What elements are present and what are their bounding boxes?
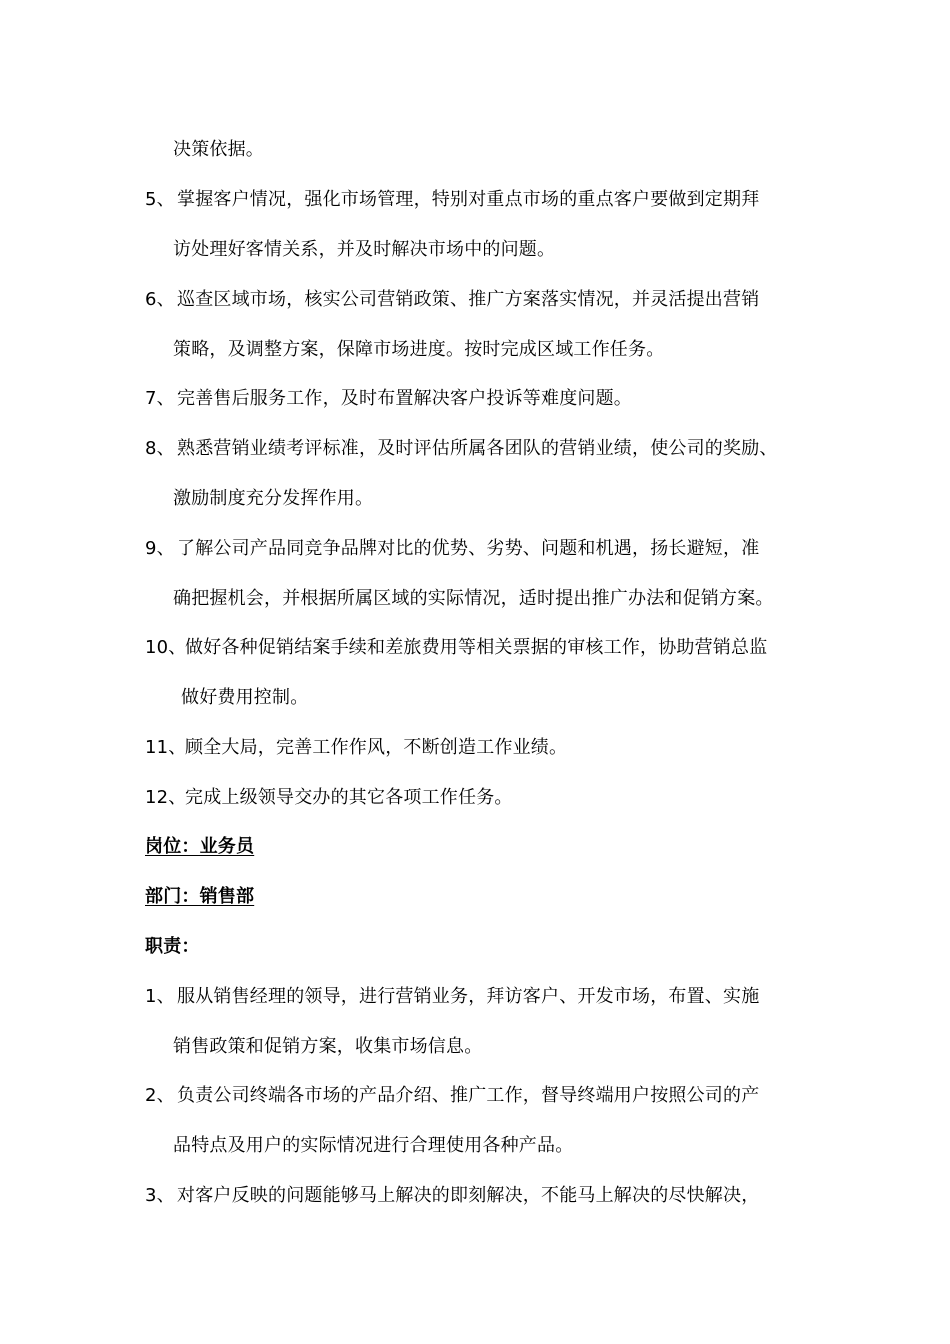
list-item-5: 5、 掌握客户情况，强化市场管理，特别对重点市场的重点客户要做到定期拜 xyxy=(145,189,760,210)
duty-item-3: 3、 对客户反映的问题能够马上解决的即刻解决，不能马上解决的尽快解决， xyxy=(145,1185,760,1206)
duty-item-2-line-2: 品特点及用户的实际情况进行合理使用各种产品。 xyxy=(173,1135,574,1156)
list-item-6-line-2: 策略，及调整方案，保障市场进度。按时完成区域工作任务。 xyxy=(173,339,665,360)
duty-item-2: 2、 负责公司终端各市场的产品介绍、推广工作，督导终端用户按照公司的产 xyxy=(145,1085,760,1106)
duty-item-1-line-2: 销售政策和促销方案，收集市场信息。 xyxy=(173,1036,483,1057)
duty-item-1: 1、 服从销售经理的领导，进行营销业务，拜访客户、开发市场，布置、实施 xyxy=(145,986,760,1007)
list-item-8-line-2: 激励制度充分发挥作用。 xyxy=(173,488,374,509)
list-item-10: 10、做好各种促销结案手续和差旅费用等相关票据的审核工作，协助营销总监 xyxy=(145,637,768,658)
list-item-6: 6、 巡查区域市场，核实公司营销政策、推广方案落实情况，并灵活提出营销 xyxy=(145,289,760,310)
duties-heading: 职责： xyxy=(145,936,200,957)
department-heading: 部门：销售部 xyxy=(145,886,255,907)
list-item-continuation: 决策依据。 xyxy=(173,139,264,160)
list-item-9: 9、 了解公司产品同竞争品牌对比的优势、劣势、问题和机遇，扬长避短，准 xyxy=(145,538,760,559)
position-heading: 岗位：业务员 xyxy=(145,836,255,857)
list-item-11: 11、顾全大局，完善工作作风，不断创造工作业绩。 xyxy=(145,737,568,758)
list-item-9-line-2: 确把握机会，并根据所属区域的实际情况，适时提出推广办法和促销方案。 xyxy=(173,588,774,609)
list-item-8: 8、 熟悉营销业绩考评标准，及时评估所属各团队的营销业绩，使公司的奖励、 xyxy=(145,438,778,459)
list-item-12: 12、完成上级领导交办的其它各项工作任务。 xyxy=(145,787,513,808)
list-item-5-line-2: 访处理好客情关系，并及时解决市场中的问题。 xyxy=(173,239,556,260)
list-item-10-line-2: 做好费用控制。 xyxy=(181,687,309,708)
list-item-7: 7、 完善售后服务工作，及时布置解决客户投诉等难度问题。 xyxy=(145,388,632,409)
